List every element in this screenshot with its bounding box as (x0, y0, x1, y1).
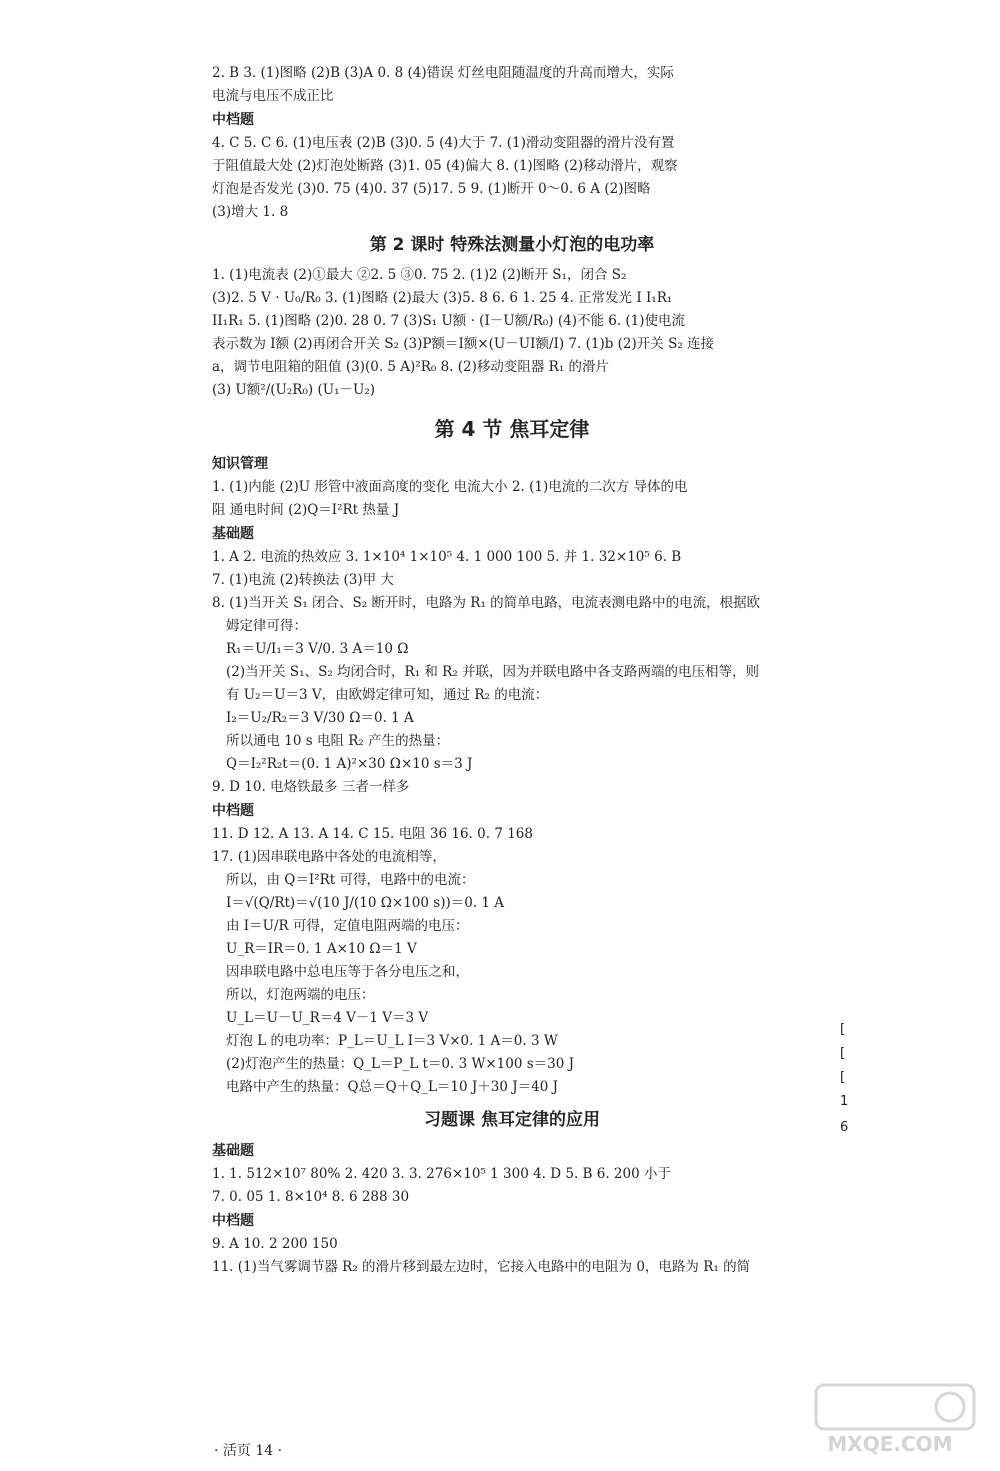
answer-line: 2. B 3. (1)图略 (2)B (3)A 0. 8 (4)错误 灯丝电阻随温度的升高而增大，实际 (212, 65, 674, 81)
edge-fragment: [ (840, 1070, 846, 1085)
answer-line-indented: (2)当开关 S₁、S₂ 均闭合时，R₁ 和 R₂ 并联，因为并联电路中各支路两端的电压相等，则 (226, 664, 760, 680)
subsection-heading: 中档题 (212, 112, 254, 128)
answer-line: 表示数为 I额 (2)再闭合开关 S₂ (3)P额＝I额×(U－UI额/I) 7. (1)b (2)开关 S₂ 连接 (212, 336, 715, 352)
answer-line: 8. (1)当开关 S₁ 闭合、S₂ 断开时，电路为 R₁ 的简单电路，电流表测电路中的电流，根据欧 (212, 595, 761, 611)
answer-line: (3) U额²/(U₂R₀) (U₁－U₂) (212, 382, 376, 398)
answer-line: 7. 0. 05 1. 8×10⁴ 8. 6 288 30 (212, 1189, 410, 1205)
watermark-logo (810, 1379, 980, 1457)
answer-line: 17. (1)因串联电路中各处的电流相等， (212, 849, 446, 865)
answer-line: 9. A 10. 2 200 150 (212, 1236, 338, 1252)
answer-column (212, 62, 812, 1279)
section-title: 第 4 节 焦耳定律 (434, 417, 590, 441)
answer-line: (3)2. 5 V · U₀/R₀ 3. (1)图略 (2)最大 (3)5. 8 6. 6 1. 25 4. 正常发光 I I₁R₁ (212, 290, 673, 306)
subsection-heading: 中档题 (212, 1213, 254, 1229)
answer-line-indented: 由 I＝U/R 可得，定值电阻两端的电压： (226, 918, 469, 934)
answer-line: 9. D 10. 电烙铁最多 三者一样多 (212, 779, 410, 795)
answer-line-indented: 姆定律可得： (226, 618, 307, 634)
edge-fragment: [ (840, 1046, 846, 1061)
answer-line-indented: 所以，灯泡两端的电压： (226, 987, 375, 1003)
answer-line: 1. 1. 512×10⁷ 80% 2. 420 3. 3. 276×10⁵ 1 300 4. D 5. B 6. 200 小于 (212, 1166, 671, 1182)
edge-fragment: 6 (840, 1120, 849, 1135)
answer-line-indented: (2)灯泡产生的热量：Q_L＝P_L t＝0. 3 W×100 s＝30 J (226, 1056, 575, 1072)
edge-fragment: 1 (840, 1094, 849, 1109)
answer-line-indented: Q＝I₂²R₂t＝(0. 1 A)²×30 Ω×10 s＝3 J (226, 756, 473, 772)
answer-line: 1. (1)内能 (2)U 形管中液面高度的变化 电流大小 2. (1)电流的二次方 导体的电 (212, 479, 688, 495)
answer-line: 1. (1)电流表 (2)①最大 ②2. 5 ③0. 75 2. (1)2 (2)断开 S₁，闭合 S₂ (212, 267, 627, 283)
answer-line: II₁R₁ 5. (1)图略 (2)0. 28 0. 7 (3)S₁ U额 · (I－U额/R₀) (4)不能 6. (1)使电流 (212, 313, 686, 329)
answer-line-indented: I＝√(Q/Rt)＝√(10 J/(10 Ω×100 s))＝0. 1 A (226, 895, 505, 911)
subsection-heading: 基础题 (212, 1143, 254, 1159)
subsection-heading: 知识管理 (212, 456, 268, 472)
answer-line: 1. A 2. 电流的热效应 3. 1×10⁴ 1×10⁵ 4. 1 000 100 5. 并 1. 32×10⁵ 6. B (212, 549, 682, 565)
edge-fragment: [ (840, 1022, 846, 1037)
answer-line-indented: 电路中产生的热量：Q总＝Q＋Q_L＝10 J＋30 J＝40 J (226, 1079, 559, 1095)
answer-line-indented: R₁＝U/I₁＝3 V/0. 3 A＝10 Ω (226, 641, 409, 657)
answer-line-indented: U_L＝U－U_R＝4 V－1 V＝3 V (226, 1010, 429, 1026)
answer-line: 4. C 5. C 6. (1)电压表 (2)B (3)0. 5 (4)大于 7. (1)滑动变阻器的滑片没有置 (212, 135, 675, 151)
answer-line-indented: 因串联电路中总电压等于各分电压之和， (226, 964, 469, 980)
subsection-heading: 基础题 (212, 526, 254, 542)
lesson-title: 习题课 焦耳定律的应用 (424, 1110, 600, 1130)
answer-line: 阻 通电时间 (2)Q＝I²Rt 热量 J (212, 502, 400, 518)
answer-line: 11. (1)当气雾调节器 R₂ 的滑片移到最左边时，它接入电路中的电阻为 0，电路为 R₁ 的简 (212, 1259, 751, 1275)
answer-line-indented: I₂＝U₂/R₂＝3 V/30 Ω＝0. 1 A (226, 710, 414, 726)
answer-line: 7. (1)电流 (2)转换法 (3)甲 大 (212, 572, 394, 588)
answer-line: a，调节电阻箱的阻值 (3)(0. 5 A)²R₀ 8. (2)移动变阻器 R₁ 的滑片 (212, 359, 610, 375)
answer-line: 于阻值最大处 (2)灯泡处断路 (3)1. 05 (4)偏大 8. (1)图略 (2)移动滑片，观察 (212, 158, 678, 174)
answer-line-indented: 所以通电 10 s 电阻 R₂ 产生的热量： (226, 733, 450, 749)
answer-line: 11. D 12. A 13. A 14. C 15. 电阻 36 16. 0. 7 168 (212, 826, 533, 842)
answer-line-indented: 有 U₂＝U＝3 V，由欧姆定律可知，通过 R₂ 的电流： (226, 687, 549, 703)
subsection-heading: 中档题 (212, 803, 254, 819)
page-footer: · 活页 14 · (214, 1443, 283, 1459)
answer-line: (3)增大 1. 8 (212, 204, 289, 220)
answer-line-indented: 所以，由 Q＝I²Rt 可得，电路中的电流： (226, 872, 475, 888)
lesson-title: 第 2 课时 特殊法测量小灯泡的电功率 (369, 235, 655, 255)
answer-line: 电流与电压不成正比 (212, 88, 334, 104)
svg-text:MXQE.COM: MXQE.COM (827, 1432, 953, 1456)
answer-line-indented: 灯泡 L 的电功率：P_L＝U_L I＝3 V×0. 1 A＝0. 3 W (226, 1033, 558, 1049)
answer-line: 灯泡是否发光 (3)0. 75 (4)0. 37 (5)17. 5 9. (1)断开 0～0. 6 A (2)图略 (212, 181, 651, 197)
answer-line-indented: U_R＝IR＝0. 1 A×10 Ω＝1 V (226, 941, 417, 957)
